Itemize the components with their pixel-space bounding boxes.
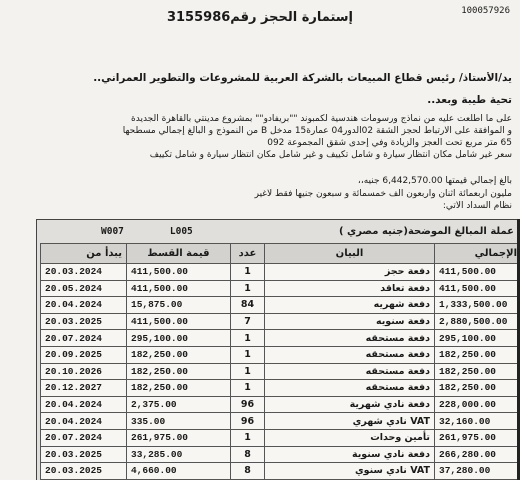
cell-description: دفعة مستحقه <box>265 363 435 380</box>
cell-installment: 15,875.00 <box>127 297 231 314</box>
table-row <box>41 463 520 480</box>
cell-total: 295,100.00 <box>435 330 520 347</box>
cell-count: 96 <box>231 396 265 413</box>
cell-total: 228,000.00 <box>435 396 520 413</box>
cell-start-date: 20.05.2024 <box>41 280 127 297</box>
cell-description: دفعة نادي شهرية <box>265 396 435 413</box>
table-row <box>41 346 520 363</box>
cell-description: دفعة مستحقه <box>265 330 435 347</box>
cell-count: 1 <box>231 363 265 380</box>
unit-code: W007 <box>101 225 124 237</box>
cell-description: دفعة شهريه <box>265 297 435 314</box>
cell-total: 182,250.00 <box>435 346 520 363</box>
cell-description: دفعة تعاقد <box>265 280 435 297</box>
payment-schedule-table <box>40 243 520 480</box>
cell-count: 1 <box>231 330 265 347</box>
table-row <box>41 446 520 463</box>
cell-start-date: 20.04.2024 <box>41 413 127 430</box>
body-line: نظام السداد الآتي: <box>442 201 512 211</box>
page-title: إستمارة الحجز رقم3155986 <box>166 10 354 25</box>
addressee-line: يد/الأستاذ/ رئيس قطاع المبيعات بالشركة العربية للمشروعات والتطوير العمراني.. <box>93 72 512 84</box>
cell-installment: 182,250.00 <box>127 380 231 397</box>
cell-start-date: 20.12.2027 <box>41 380 127 397</box>
table-row <box>41 380 520 397</box>
cell-count: 84 <box>231 297 265 314</box>
cell-installment: 295,100.00 <box>127 330 231 347</box>
table-row <box>41 297 520 314</box>
cell-total: 37,280.00 <box>435 463 520 480</box>
table-row <box>41 313 520 330</box>
table-row <box>41 280 520 297</box>
table-header-row <box>41 244 520 264</box>
cell-installment: 411,500.00 <box>127 264 231 281</box>
cell-count: 1 <box>231 380 265 397</box>
payment-table-caption <box>37 220 520 242</box>
cell-start-date: 20.03.2025 <box>41 463 127 480</box>
body-line: بالغ إجمالي قيمتها 6,442,570.00 جنيه،، <box>357 176 512 186</box>
cell-installment: 182,250.00 <box>127 346 231 363</box>
cell-count: 96 <box>231 413 265 430</box>
body-line: و الموافقة على الارتباط لحجز الشقة 02الدور04 عمارة15 مدخل B من النموذج و البالغ إجمالي مسطحها <box>122 126 512 136</box>
cell-description: VAT نادي سنوي <box>265 463 435 480</box>
cell-installment: 2,375.00 <box>127 396 231 413</box>
table-row <box>41 396 520 413</box>
table-row <box>41 413 520 430</box>
currency-label: عملة المبالغ الموضحة(جنيه مصري ) <box>338 225 514 237</box>
cell-installment: 261,975.00 <box>127 429 231 446</box>
cell-start-date: 20.03.2025 <box>41 313 127 330</box>
cell-start-date: 20.09.2025 <box>41 346 127 363</box>
cell-start-date: 20.03.2024 <box>41 264 127 281</box>
cell-installment: 411,500.00 <box>127 313 231 330</box>
cell-count: 1 <box>231 280 265 297</box>
cell-total: 32,160.00 <box>435 413 520 430</box>
cell-total: 2,880,500.00 <box>435 313 520 330</box>
cell-description: تأمين وحدات <box>265 429 435 446</box>
header-total: الإجمالي <box>435 244 520 264</box>
table-row <box>41 429 520 446</box>
location-code: L005 <box>169 225 193 237</box>
cell-total: 1,333,500.00 <box>435 297 520 314</box>
body-line: 65 متر مربع تحت العجز والزيادة وفي إحدى شقق المجموعة 092 <box>267 138 512 148</box>
greeting-line: تحية طيبة وبعد.. <box>427 94 512 106</box>
cell-count: 1 <box>231 346 265 363</box>
body-line: سعر غير شامل مكان انتظار سيارة و شامل تكييف و غير شامل مكان انتظار سيارة و شامل تكييف <box>149 150 512 160</box>
cell-description: دفعة مستحقه <box>265 380 435 397</box>
cell-start-date: 20.04.2024 <box>41 396 127 413</box>
cell-count: 7 <box>231 313 265 330</box>
header-installment: قيمة القسط <box>127 244 231 264</box>
cell-installment: 335.00 <box>127 413 231 430</box>
header-description: البيان <box>265 244 435 264</box>
cell-count: 8 <box>231 463 265 480</box>
document-number: 100057926 <box>461 6 510 16</box>
cell-total: 411,500.00 <box>435 280 520 297</box>
cell-count: 8 <box>231 446 265 463</box>
cell-start-date: 20.10.2026 <box>41 363 127 380</box>
cell-start-date: 20.07.2024 <box>41 429 127 446</box>
cell-count: 1 <box>231 264 265 281</box>
payment-schedule-box <box>36 219 520 480</box>
cell-installment: 182,250.00 <box>127 363 231 380</box>
cell-description: VAT نادي شهري <box>265 413 435 430</box>
cell-installment: 33,285.00 <box>127 446 231 463</box>
cell-total: 182,250.00 <box>435 380 520 397</box>
body-line: على ما اطلعت عليه من نماذج ورسومات هندسية لكمبوند ""بريفادو"" بمشروع مدينتي بالقاهرة الجديدة <box>131 114 512 124</box>
cell-start-date: 20.04.2024 <box>41 297 127 314</box>
cell-description: دفعة نادي سنوية <box>265 446 435 463</box>
cell-count: 1 <box>231 429 265 446</box>
body-line: مليون أربعمائة اثنان وأربعون ألف خمسمائة و سبعون جنيها فقط لاغير <box>254 189 512 199</box>
cell-description: دفعة مستحقه <box>265 346 435 363</box>
table-row <box>41 330 520 347</box>
table-row <box>41 264 520 281</box>
cell-total: 182,250.00 <box>435 363 520 380</box>
cell-installment: 4,660.00 <box>127 463 231 480</box>
cell-description: دفعة سنويه <box>265 313 435 330</box>
cell-installment: 411,500.00 <box>127 280 231 297</box>
cell-total: 266,280.00 <box>435 446 520 463</box>
cell-start-date: 20.03.2025 <box>41 446 127 463</box>
table-row <box>41 363 520 380</box>
cell-start-date: 20.07.2024 <box>41 330 127 347</box>
header-count: عدد <box>231 244 265 264</box>
cell-total: 261,975.00 <box>435 429 520 446</box>
cell-description: دفعة حجز <box>265 264 435 281</box>
header-start-date: يبدأ من <box>41 244 127 264</box>
table-codes <box>43 226 193 237</box>
cell-total: 411,500.00 <box>435 264 520 281</box>
